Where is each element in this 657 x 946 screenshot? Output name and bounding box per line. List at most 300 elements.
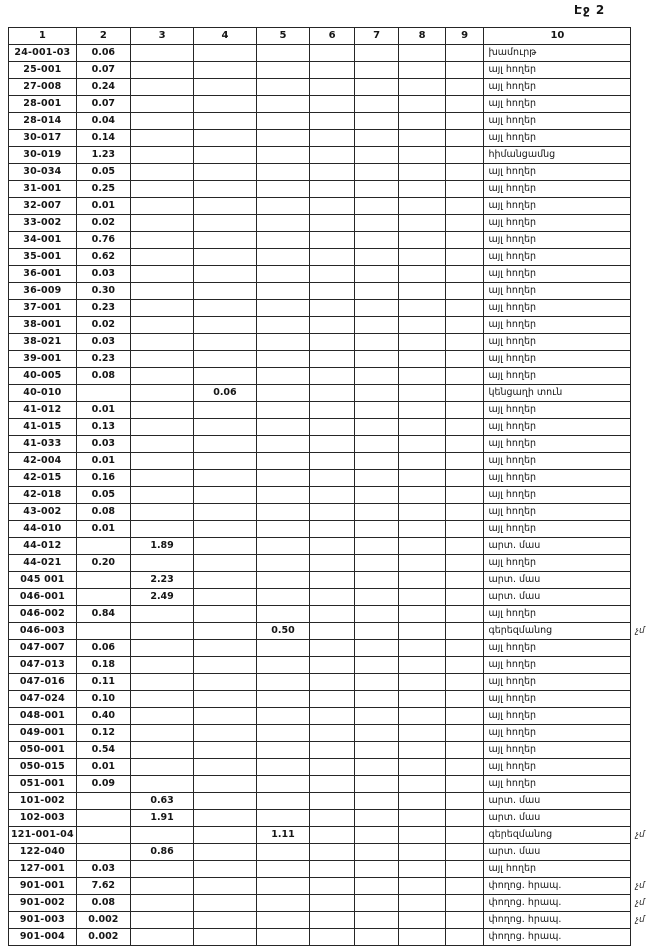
area-value-cell	[445, 589, 484, 606]
area-value-cell	[445, 521, 484, 538]
handwritten-margin-note	[631, 266, 657, 283]
area-value-cell	[256, 147, 310, 164]
handwritten-margin-note	[631, 385, 657, 402]
table-row	[9, 742, 657, 759]
land-type-cell: այլ հողեր	[484, 283, 631, 300]
parcel-code-cell: 049-001	[9, 725, 77, 742]
area-value-cell	[256, 317, 310, 334]
area-value-cell	[130, 317, 193, 334]
area-value-cell	[130, 827, 193, 844]
column-header: 8	[399, 28, 445, 45]
area-value-cell	[310, 62, 354, 79]
handwritten-margin-note	[631, 402, 657, 419]
area-value-cell	[310, 283, 354, 300]
area-value-cell	[399, 640, 445, 657]
area-value-cell	[130, 232, 193, 249]
area-value-cell	[130, 861, 193, 878]
area-value-cell	[399, 521, 445, 538]
table-row	[9, 861, 657, 878]
area-value-cell	[445, 504, 484, 521]
handwritten-margin-note: չմ	[635, 830, 645, 840]
area-value-cell	[399, 470, 445, 487]
handwritten-margin-note	[631, 810, 657, 827]
area-value-cell	[399, 487, 445, 504]
area-value-cell	[445, 266, 484, 283]
area-value-cell	[445, 759, 484, 776]
area-value-cell: 0.03	[76, 334, 130, 351]
handwritten-margin-note: չմ	[635, 915, 645, 925]
area-value-cell	[399, 538, 445, 555]
parcel-code-cell: 046-002	[9, 606, 77, 623]
area-value-cell	[445, 657, 484, 674]
area-value-cell: 0.06	[76, 45, 130, 62]
handwritten-margin-note	[631, 861, 657, 878]
area-value-cell	[256, 691, 310, 708]
area-value-cell	[445, 487, 484, 504]
land-type-cell: այլ հողեր	[484, 776, 631, 793]
area-value-cell	[256, 589, 310, 606]
area-value-cell	[310, 215, 354, 232]
area-value-cell	[194, 164, 256, 181]
area-value-cell	[310, 249, 354, 266]
area-value-cell	[445, 283, 484, 300]
area-value-cell	[445, 674, 484, 691]
area-value-cell	[310, 912, 354, 929]
area-value-cell	[399, 181, 445, 198]
area-value-cell	[445, 317, 484, 334]
area-value-cell	[354, 844, 398, 861]
land-type-cell: այլ հողեր	[484, 198, 631, 215]
area-value-cell	[354, 759, 398, 776]
land-parcel-table	[8, 27, 657, 946]
area-value-cell: 0.04	[76, 113, 130, 130]
parcel-code-cell: 28-014	[9, 113, 77, 130]
area-value-cell	[194, 589, 256, 606]
area-value-cell	[130, 691, 193, 708]
table-row	[9, 521, 657, 538]
land-type-cell: այլ հողեր	[484, 691, 631, 708]
handwritten-margin-note	[631, 725, 657, 742]
area-value-cell	[354, 283, 398, 300]
area-value-cell	[256, 96, 310, 113]
area-value-cell: 0.02	[76, 317, 130, 334]
area-value-cell	[399, 878, 445, 895]
area-value-cell	[130, 164, 193, 181]
area-value-cell	[445, 538, 484, 555]
handwritten-margin-note	[631, 62, 657, 79]
area-value-cell	[354, 589, 398, 606]
table-row	[9, 725, 657, 742]
handwritten-margin-note	[631, 929, 657, 946]
area-value-cell	[130, 113, 193, 130]
parcel-code-cell: 046-001	[9, 589, 77, 606]
land-type-cell: այլ հողեր	[484, 861, 631, 878]
table-body	[9, 45, 657, 946]
area-value-cell	[399, 45, 445, 62]
land-type-cell: կենցաղի տուն	[484, 385, 631, 402]
table-row	[9, 96, 657, 113]
parcel-code-cell: 37-001	[9, 300, 77, 317]
table-row	[9, 62, 657, 79]
area-value-cell	[399, 810, 445, 827]
handwritten-margin-note	[631, 368, 657, 385]
area-value-cell	[354, 113, 398, 130]
area-value-cell	[130, 198, 193, 215]
land-type-cell: այլ հողեր	[484, 317, 631, 334]
area-value-cell	[445, 640, 484, 657]
area-value-cell	[256, 793, 310, 810]
page-number-label: Էջ 2	[574, 3, 606, 17]
table-row	[9, 657, 657, 674]
area-value-cell	[354, 249, 398, 266]
land-type-cell: այլ հողեր	[484, 130, 631, 147]
area-value-cell	[310, 538, 354, 555]
handwritten-margin-note	[631, 283, 657, 300]
area-value-cell	[354, 147, 398, 164]
table-row	[9, 351, 657, 368]
area-value-cell	[194, 878, 256, 895]
parcel-code-cell: 34-001	[9, 232, 77, 249]
area-value-cell: 0.08	[76, 895, 130, 912]
area-value-cell: 0.76	[76, 232, 130, 249]
area-value-cell	[310, 368, 354, 385]
area-value-cell	[194, 130, 256, 147]
area-value-cell	[256, 368, 310, 385]
area-value-cell	[130, 657, 193, 674]
table-row	[9, 572, 657, 589]
area-value-cell	[256, 572, 310, 589]
table-row	[9, 215, 657, 232]
table-row	[9, 300, 657, 317]
parcel-code-cell: 045 001	[9, 572, 77, 589]
area-value-cell	[130, 776, 193, 793]
land-type-cell: այլ հողեր	[484, 96, 631, 113]
area-value-cell: 0.30	[76, 283, 130, 300]
handwritten-margin-note: չմ	[635, 626, 645, 636]
area-value-cell: 0.06	[76, 640, 130, 657]
area-value-cell	[399, 130, 445, 147]
area-value-cell	[399, 113, 445, 130]
land-type-cell: այլ հողեր	[484, 555, 631, 572]
table-row	[9, 198, 657, 215]
handwritten-margin-note	[631, 521, 657, 538]
area-value-cell	[130, 640, 193, 657]
parcel-code-cell: 39-001	[9, 351, 77, 368]
area-value-cell	[130, 130, 193, 147]
land-type-cell: այլ հողեր	[484, 215, 631, 232]
land-type-cell: այլ հողեր	[484, 436, 631, 453]
table-row	[9, 113, 657, 130]
parcel-code-cell: 41-033	[9, 436, 77, 453]
area-value-cell: 0.23	[76, 300, 130, 317]
area-value-cell	[399, 232, 445, 249]
area-value-cell	[399, 96, 445, 113]
area-value-cell: 0.18	[76, 657, 130, 674]
area-value-cell	[445, 742, 484, 759]
area-value-cell	[445, 198, 484, 215]
area-value-cell	[399, 334, 445, 351]
handwritten-margin-note	[631, 113, 657, 130]
area-value-cell	[445, 79, 484, 96]
area-value-cell: 0.62	[76, 249, 130, 266]
land-type-cell: այլ հողեր	[484, 521, 631, 538]
table-row	[9, 776, 657, 793]
table-row	[9, 436, 657, 453]
table-row	[9, 283, 657, 300]
area-value-cell	[354, 725, 398, 742]
column-header: 2	[76, 28, 130, 45]
area-value-cell	[445, 793, 484, 810]
area-value-cell	[194, 708, 256, 725]
handwritten-margin-note	[631, 487, 657, 504]
area-value-cell: 0.05	[76, 487, 130, 504]
handwritten-margin-note	[631, 300, 657, 317]
handwritten-margin-note	[631, 691, 657, 708]
area-value-cell	[399, 385, 445, 402]
parcel-code-cell: 31-001	[9, 181, 77, 198]
area-value-cell	[130, 96, 193, 113]
area-value-cell	[310, 334, 354, 351]
area-value-cell: 0.01	[76, 521, 130, 538]
area-value-cell	[256, 385, 310, 402]
area-value-cell	[256, 470, 310, 487]
area-value-cell	[445, 62, 484, 79]
parcel-code-cell: 901-002	[9, 895, 77, 912]
area-value-cell: 0.07	[76, 96, 130, 113]
table-row	[9, 334, 657, 351]
handwritten-margin-note	[631, 674, 657, 691]
area-value-cell: 0.13	[76, 419, 130, 436]
area-value-cell	[399, 266, 445, 283]
area-value-cell	[194, 640, 256, 657]
table-row	[9, 589, 657, 606]
parcel-code-cell: 40-010	[9, 385, 77, 402]
parcel-code-cell: 047-016	[9, 674, 77, 691]
area-value-cell	[399, 606, 445, 623]
area-value-cell	[445, 419, 484, 436]
area-value-cell	[130, 45, 193, 62]
area-value-cell	[194, 606, 256, 623]
area-value-cell	[399, 402, 445, 419]
area-value-cell	[256, 436, 310, 453]
parcel-code-cell: 35-001	[9, 249, 77, 266]
area-value-cell	[354, 555, 398, 572]
area-value-cell	[194, 334, 256, 351]
area-value-cell	[310, 45, 354, 62]
land-type-cell: այլ հողեր	[484, 487, 631, 504]
area-value-cell	[354, 504, 398, 521]
handwritten-margin-note	[631, 606, 657, 623]
handwritten-margin-note	[631, 776, 657, 793]
area-value-cell	[194, 487, 256, 504]
area-value-cell	[354, 266, 398, 283]
area-value-cell	[194, 436, 256, 453]
area-value-cell: 0.20	[76, 555, 130, 572]
parcel-code-cell: 901-004	[9, 929, 77, 946]
area-value-cell	[445, 232, 484, 249]
land-type-cell: փողոց. հրապ.	[484, 895, 631, 912]
land-type-cell: այլ հողեր	[484, 62, 631, 79]
area-value-cell	[399, 708, 445, 725]
area-value-cell	[310, 895, 354, 912]
parcel-code-cell: 050-015	[9, 759, 77, 776]
land-type-cell: խամուրթ	[484, 45, 631, 62]
handwritten-margin-note	[631, 640, 657, 657]
area-value-cell	[445, 215, 484, 232]
area-value-cell	[256, 113, 310, 130]
table-row	[9, 623, 657, 640]
area-value-cell: 1.89	[130, 538, 193, 555]
parcel-code-cell: 44-012	[9, 538, 77, 555]
table-row	[9, 640, 657, 657]
area-value-cell	[354, 436, 398, 453]
area-value-cell	[445, 725, 484, 742]
area-value-cell	[194, 79, 256, 96]
area-value-cell	[354, 657, 398, 674]
area-value-cell	[354, 334, 398, 351]
table-row	[9, 606, 657, 623]
handwritten-margin-note	[631, 453, 657, 470]
land-type-cell: այլ հողեր	[484, 470, 631, 487]
area-value-cell	[354, 385, 398, 402]
area-value-cell	[445, 45, 484, 62]
area-value-cell	[194, 368, 256, 385]
column-header: 4	[194, 28, 256, 45]
area-value-cell	[445, 249, 484, 266]
area-value-cell	[354, 45, 398, 62]
area-value-cell	[310, 79, 354, 96]
area-value-cell	[130, 742, 193, 759]
area-value-cell	[256, 79, 310, 96]
parcel-code-cell: 050-001	[9, 742, 77, 759]
area-value-cell	[399, 895, 445, 912]
area-value-cell	[310, 300, 354, 317]
area-value-cell	[130, 62, 193, 79]
area-value-cell	[310, 929, 354, 946]
table-row	[9, 79, 657, 96]
parcel-code-cell: 36-009	[9, 283, 77, 300]
parcel-code-cell: 30-017	[9, 130, 77, 147]
area-value-cell	[194, 725, 256, 742]
area-value-cell	[130, 266, 193, 283]
handwritten-margin-note	[631, 844, 657, 861]
area-value-cell	[310, 453, 354, 470]
area-value-cell	[194, 45, 256, 62]
area-value-cell	[310, 776, 354, 793]
parcel-code-cell: 101-002	[9, 793, 77, 810]
area-value-cell	[194, 810, 256, 827]
land-type-cell: այլ հողեր	[484, 725, 631, 742]
area-value-cell: 0.002	[76, 929, 130, 946]
area-value-cell	[354, 79, 398, 96]
area-value-cell	[399, 283, 445, 300]
column-header: 5	[256, 28, 310, 45]
land-type-cell: այլ հողեր	[484, 759, 631, 776]
table-row	[9, 45, 657, 62]
area-value-cell	[76, 589, 130, 606]
parcel-code-cell: 38-001	[9, 317, 77, 334]
area-value-cell	[76, 844, 130, 861]
area-value-cell	[445, 929, 484, 946]
area-value-cell	[130, 487, 193, 504]
parcel-code-cell: 25-001	[9, 62, 77, 79]
table-row	[9, 674, 657, 691]
area-value-cell	[354, 912, 398, 929]
area-value-cell	[399, 198, 445, 215]
area-value-cell: 0.08	[76, 368, 130, 385]
land-type-cell: այլ հողեր	[484, 79, 631, 96]
table-row	[9, 810, 657, 827]
area-value-cell	[399, 419, 445, 436]
area-value-cell	[399, 504, 445, 521]
area-value-cell	[256, 334, 310, 351]
area-value-cell	[445, 351, 484, 368]
parcel-code-cell: 24-001-03	[9, 45, 77, 62]
handwritten-margin-note	[631, 334, 657, 351]
area-value-cell	[256, 453, 310, 470]
area-value-cell	[194, 198, 256, 215]
parcel-code-cell: 41-012	[9, 402, 77, 419]
area-value-cell	[399, 912, 445, 929]
area-value-cell	[354, 878, 398, 895]
handwritten-margin-note	[631, 708, 657, 725]
parcel-code-cell: 122-040	[9, 844, 77, 861]
column-header: 1	[9, 28, 77, 45]
table-row	[9, 827, 657, 844]
area-value-cell	[354, 623, 398, 640]
area-value-cell: 0.03	[76, 266, 130, 283]
table-row	[9, 691, 657, 708]
parcel-code-cell: 42-015	[9, 470, 77, 487]
area-value-cell	[76, 538, 130, 555]
area-value-cell	[399, 79, 445, 96]
table-row	[9, 164, 657, 181]
area-value-cell	[354, 606, 398, 623]
handwritten-margin-note: չմ	[635, 898, 645, 908]
area-value-cell	[310, 470, 354, 487]
handwritten-margin-note	[631, 45, 657, 62]
land-type-cell: արտ. մաս	[484, 793, 631, 810]
area-value-cell	[399, 147, 445, 164]
area-value-cell	[310, 810, 354, 827]
area-value-cell	[310, 827, 354, 844]
area-value-cell	[256, 657, 310, 674]
handwritten-margin-note	[631, 181, 657, 198]
parcel-code-cell: 41-015	[9, 419, 77, 436]
area-value-cell	[194, 555, 256, 572]
area-value-cell	[130, 674, 193, 691]
area-value-cell: 2.49	[130, 589, 193, 606]
area-value-cell	[354, 351, 398, 368]
area-value-cell	[310, 385, 354, 402]
area-value-cell	[76, 793, 130, 810]
land-type-cell: այլ հողեր	[484, 113, 631, 130]
area-value-cell	[399, 929, 445, 946]
land-type-cell: փողոց. հրապ.	[484, 878, 631, 895]
area-value-cell	[445, 878, 484, 895]
area-value-cell	[399, 844, 445, 861]
area-value-cell	[194, 895, 256, 912]
area-value-cell	[194, 691, 256, 708]
land-type-cell: փողոց. հրապ.	[484, 912, 631, 929]
column-header: 7	[354, 28, 398, 45]
area-value-cell	[354, 181, 398, 198]
area-value-cell	[130, 368, 193, 385]
table-row	[9, 538, 657, 555]
area-value-cell	[256, 725, 310, 742]
area-value-cell	[310, 147, 354, 164]
area-value-cell	[256, 45, 310, 62]
